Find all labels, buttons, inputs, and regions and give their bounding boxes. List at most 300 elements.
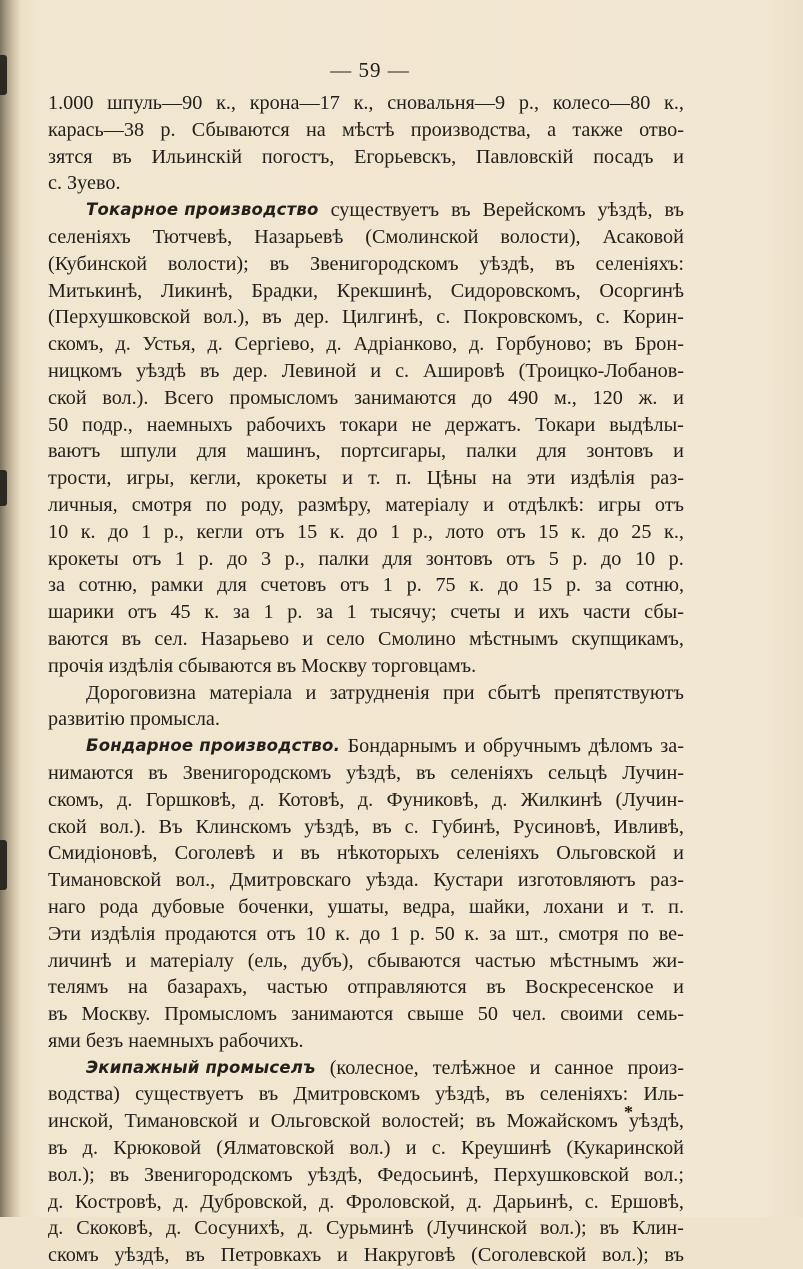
word: ской	[48, 815, 87, 838]
word: селеніяхъ:	[539, 1083, 629, 1106]
word: Устья,	[142, 333, 196, 356]
text-line	[48, 626, 684, 653]
word: Сергіево,	[234, 333, 315, 356]
word: отво-	[639, 118, 684, 141]
word: 10	[305, 922, 326, 945]
word: промысломъ	[229, 386, 339, 409]
word: шарики	[48, 601, 115, 624]
word: Смидіоновѣ,	[48, 842, 158, 865]
word: Ликинѣ,	[160, 279, 233, 302]
text-line	[48, 1242, 684, 1269]
word: Сурьминѣ	[326, 1217, 414, 1240]
word: 15	[538, 520, 559, 543]
word: р.,	[518, 92, 540, 114]
word: по	[628, 922, 650, 945]
word: въ	[112, 145, 132, 168]
word: ушаты,	[327, 895, 389, 918]
word: кегли,	[189, 467, 242, 490]
word: Крекшинѣ,	[336, 279, 433, 302]
word: уѣздѣ	[136, 359, 186, 382]
word: д.	[117, 788, 133, 811]
word: до	[108, 520, 129, 543]
word: с.	[431, 1137, 446, 1160]
word: селеніяхъ	[450, 761, 534, 784]
text-line	[48, 1189, 684, 1216]
word: (ель,	[247, 949, 288, 972]
word: Ашировѣ	[423, 359, 505, 382]
word: въ	[258, 1083, 279, 1106]
word: игры	[598, 493, 641, 516]
word: шайки,	[468, 895, 530, 918]
word: счетовъ	[260, 574, 327, 597]
word: 10	[634, 547, 656, 570]
word: к.,	[664, 92, 684, 114]
word: занимаются	[353, 386, 457, 409]
word: развитію промысла.	[48, 708, 220, 731]
word: и	[370, 359, 382, 382]
section-rubric: Экипажный промыселъ	[86, 1057, 316, 1077]
word: рамки	[150, 574, 204, 597]
word: уѣздѣ,	[346, 761, 402, 784]
word: въ	[475, 1110, 496, 1133]
word: 1	[346, 601, 357, 624]
word: Креушинѣ	[460, 1137, 552, 1160]
text-line	[48, 251, 684, 278]
word: въ	[48, 1137, 68, 1160]
word: м.,	[553, 386, 577, 409]
word: сбы-	[644, 601, 684, 624]
paragraph	[48, 197, 684, 679]
word: ями безъ наемныхъ рабочихъ.	[48, 1029, 304, 1052]
word: палки	[466, 440, 517, 463]
word: эти	[526, 467, 556, 490]
word: крокеты	[256, 467, 327, 490]
text-line	[48, 1081, 684, 1108]
word: д.	[297, 1217, 314, 1240]
word: к.	[80, 520, 96, 543]
word: д.	[82, 1137, 98, 1160]
text-line	[48, 197, 684, 224]
word: раз-	[650, 467, 684, 490]
word: отъ	[127, 601, 157, 624]
word: Иль-	[643, 1083, 684, 1106]
word: уѣздѣ,	[597, 199, 653, 222]
word: (Ялматовской	[216, 1137, 335, 1160]
word: д.	[207, 333, 223, 356]
word: Митькинѣ,	[48, 279, 143, 302]
word: с.	[404, 815, 419, 838]
word: (Лучин-	[615, 788, 684, 811]
word: занимаются	[290, 1003, 394, 1026]
word: селеніяхъ	[48, 225, 131, 248]
word: отъ	[255, 520, 285, 543]
word: Сидоровскомъ,	[450, 279, 581, 302]
word: въ	[300, 842, 320, 865]
word: зятся	[48, 145, 93, 168]
word: для	[382, 547, 413, 570]
word: Асаковой	[602, 225, 684, 248]
word: не	[411, 413, 432, 436]
word: въ	[48, 1003, 68, 1026]
word: погостъ,	[261, 145, 335, 168]
word: и	[529, 1056, 541, 1079]
word: д.	[165, 1217, 182, 1240]
text-line	[48, 546, 684, 573]
word: Можайскомъ	[506, 1110, 618, 1133]
word: Левиной	[281, 359, 357, 382]
word: инской,	[48, 1110, 114, 1133]
word: 1	[389, 922, 400, 945]
word: 15	[297, 520, 318, 543]
word: Ивливѣ,	[613, 815, 684, 838]
page-number: — 59 —	[330, 58, 410, 82]
word: въ	[451, 199, 471, 222]
word: Ершовѣ,	[610, 1190, 684, 1213]
word: р.	[287, 601, 303, 624]
word: Верейскомъ	[482, 199, 586, 222]
word: (Троицко-Лобанов-	[518, 359, 684, 382]
word: базарахъ,	[167, 976, 248, 999]
word: чел.	[511, 1003, 547, 1026]
word: волости),	[500, 225, 581, 248]
word: сотню,	[78, 574, 138, 597]
word: скупщикамъ,	[571, 627, 684, 650]
word: продаются	[165, 922, 257, 945]
word: д.	[326, 333, 342, 356]
word: Воскресенское	[525, 976, 654, 999]
text-line	[48, 733, 684, 760]
word: до	[359, 922, 381, 945]
word: 10	[48, 520, 69, 543]
word: р.,	[284, 547, 305, 570]
word: Адріанково,	[353, 333, 458, 356]
word: существуетъ	[330, 199, 440, 222]
word: дубовые	[151, 895, 225, 918]
word: уѣздѣ,	[304, 815, 360, 838]
word: въ	[121, 627, 142, 650]
word: д.	[468, 333, 485, 356]
word: ницкомъ	[48, 359, 123, 382]
word: дер.	[233, 359, 268, 382]
word: телямъ	[48, 976, 109, 999]
text-line	[48, 304, 684, 331]
word: вол.),	[203, 306, 250, 329]
word: и	[483, 493, 494, 516]
word: Звенигородскомъ	[144, 1163, 293, 1186]
word: Назарьево	[200, 627, 290, 650]
text-line	[48, 1135, 684, 1162]
word: и	[673, 842, 684, 865]
word: Звенигородскомъ	[310, 252, 459, 275]
word: частью	[266, 976, 328, 999]
word: а	[547, 118, 557, 141]
word: уѣзда.	[365, 869, 419, 892]
word: нѣкоторыхъ	[336, 842, 440, 865]
word: д.	[173, 1190, 189, 1213]
word: Цилгинѣ,	[341, 306, 424, 329]
word: с.	[436, 306, 451, 329]
word: для	[196, 440, 227, 463]
word: 75	[435, 574, 456, 597]
word: по	[205, 493, 227, 516]
word: (Кубинской	[48, 252, 148, 275]
text-line	[48, 867, 684, 894]
word: для	[536, 440, 567, 463]
word: к.	[335, 922, 351, 945]
word: за	[489, 922, 506, 945]
text-line	[48, 572, 684, 599]
text-line	[48, 465, 684, 492]
word: р.	[406, 574, 422, 597]
word: въ	[505, 1083, 525, 1106]
word: Бондарнымъ	[347, 735, 457, 758]
word: сельцѣ	[548, 761, 608, 784]
word: вол.).	[102, 386, 149, 409]
word: Ильинскій	[151, 145, 243, 168]
word: Тимановской	[124, 1110, 238, 1133]
word: Клин-	[632, 1217, 684, 1240]
binding-shadow-mark	[0, 840, 7, 890]
word: с. Зуево.	[48, 172, 121, 195]
text-line	[48, 224, 684, 251]
text-line	[48, 278, 684, 305]
word: Фуниковѣ,	[386, 788, 479, 811]
word: 1	[390, 520, 401, 543]
word: въ	[664, 199, 684, 222]
word: сновальня—9	[387, 92, 506, 114]
word: Тютчевѣ,	[152, 225, 233, 248]
paragraph	[48, 1055, 684, 1269]
word: Промысломъ	[164, 1003, 277, 1026]
word: д.	[492, 788, 508, 811]
word: р.	[160, 118, 176, 141]
word: вол.);	[602, 1244, 649, 1267]
text-line	[48, 1055, 684, 1082]
word: Губинѣ,	[431, 815, 501, 838]
word: затрудненія	[329, 681, 430, 704]
word: Эти	[48, 922, 81, 945]
word: токари	[339, 413, 398, 436]
word: части	[582, 601, 631, 624]
word: Котовѣ,	[277, 788, 345, 811]
word: Накруговѣ	[363, 1244, 456, 1267]
word: своими	[560, 1003, 624, 1026]
word: шт.,	[515, 922, 549, 945]
word: санное	[554, 1056, 614, 1079]
word: Егорьевскъ,	[354, 145, 457, 168]
word: Клинскомъ	[195, 815, 292, 838]
text-line	[48, 117, 684, 144]
word: р.,	[412, 520, 433, 543]
word: нимаются	[48, 761, 134, 784]
word: крокеты	[48, 547, 119, 570]
word: за-	[660, 735, 684, 758]
signature-mark: *	[624, 1102, 633, 1122]
word: 490	[507, 386, 539, 409]
word: отъ	[132, 547, 162, 570]
word: кегли	[196, 520, 243, 543]
word: въ	[185, 1244, 205, 1267]
word: произ-	[627, 1056, 684, 1079]
text-line	[48, 599, 684, 626]
word: Осоргинѣ	[599, 279, 684, 302]
word: въ	[599, 1217, 620, 1240]
word: к.	[329, 520, 345, 543]
word: с.	[595, 306, 610, 329]
word: семь-	[637, 1003, 684, 1026]
word: Дарьинѣ,	[493, 1190, 574, 1213]
word: тысячу;	[370, 601, 437, 624]
word: д.	[357, 788, 374, 811]
word: портсигары,	[340, 440, 447, 463]
word: сбываются	[367, 949, 461, 972]
word: за	[232, 601, 250, 624]
word: п.	[395, 467, 412, 490]
word: матеріала	[209, 681, 293, 704]
word: мѣстнымъ	[469, 627, 559, 650]
word: Павловскій	[475, 145, 574, 168]
word: до	[227, 547, 248, 570]
text-line	[48, 385, 684, 412]
word: 5	[548, 547, 559, 570]
text-line	[48, 787, 684, 814]
word: вол.,	[175, 869, 216, 892]
text-line	[48, 653, 684, 680]
word: карась—38	[48, 118, 145, 141]
word: уѣздѣ,	[114, 1244, 170, 1267]
word: Токари	[535, 413, 596, 436]
word: волости);	[167, 252, 249, 275]
word: для	[217, 574, 247, 597]
word: 15	[532, 574, 553, 597]
word: уѣздѣ,	[435, 1083, 491, 1106]
word: посадъ	[593, 145, 654, 168]
word: отъ	[654, 493, 684, 516]
word: (Лучинской	[426, 1217, 528, 1240]
word: смотря	[131, 493, 192, 516]
word: роду,	[240, 493, 284, 516]
word: въ	[269, 252, 290, 275]
text-line	[48, 1162, 684, 1189]
word: Федосьинѣ,	[377, 1163, 479, 1186]
word: въ	[555, 252, 575, 275]
word: издѣлія	[90, 922, 156, 945]
word: уѣздѣ,	[629, 1110, 684, 1133]
word: Цѣны	[426, 467, 477, 490]
word: въ	[148, 761, 168, 784]
word: Ольговской	[270, 1110, 371, 1133]
text-line	[48, 438, 684, 465]
text-line	[48, 760, 684, 787]
word: 50	[477, 1003, 498, 1026]
word: Фроловской,	[345, 1190, 455, 1213]
word: ихъ	[538, 601, 570, 624]
word: и	[514, 601, 525, 624]
word: село	[326, 627, 365, 650]
word: р.	[565, 574, 582, 597]
word: въ	[372, 815, 392, 838]
word: личинѣ	[48, 949, 112, 972]
word: отъ	[339, 574, 370, 597]
word: уѣздѣ,	[307, 1163, 363, 1186]
word: препятствуютъ	[554, 681, 684, 704]
section-rubric: Токарное производство	[86, 200, 319, 220]
word: и	[125, 949, 137, 972]
word: мѣстнымъ	[549, 949, 639, 972]
word: Кустари	[433, 869, 504, 892]
word: и	[673, 440, 684, 463]
word: ваютъ	[48, 440, 101, 463]
word: въ	[109, 1163, 130, 1186]
word: волостей;	[381, 1110, 465, 1133]
word: телѣжное	[432, 1056, 516, 1079]
word: 1	[141, 520, 152, 543]
body-text	[48, 90, 684, 1269]
text-line	[48, 492, 684, 519]
word: п.	[668, 895, 684, 918]
word: и	[337, 1244, 348, 1267]
word: Жилкинѣ	[520, 788, 603, 811]
word: р.	[198, 547, 214, 570]
word: рабочихъ	[246, 413, 326, 436]
word: отъ	[266, 922, 296, 945]
text-line	[48, 921, 684, 948]
word: и	[673, 145, 684, 168]
word: и	[272, 842, 284, 865]
word: жи-	[652, 949, 684, 972]
word: р.	[409, 922, 425, 945]
word: до	[601, 547, 622, 570]
word: сбытѣ	[487, 681, 541, 704]
word: прочія издѣлія сбываются въ Москву торговцамъ.	[48, 654, 477, 677]
word: за	[594, 574, 612, 597]
text-line	[48, 1108, 684, 1135]
word: селеніяхъ	[456, 842, 540, 865]
word: 25	[631, 520, 652, 543]
word: селеніяхъ:	[595, 252, 684, 275]
word: (колесное,	[329, 1056, 419, 1079]
word: держатъ.	[445, 413, 522, 436]
word: счеты	[450, 601, 501, 624]
word: издѣлія	[570, 467, 635, 490]
word: т.	[642, 895, 655, 918]
word: и	[305, 681, 317, 704]
word: ве-	[658, 922, 684, 945]
word: зонтовъ	[425, 547, 493, 570]
word: въ	[486, 976, 506, 999]
book-binding-edge	[0, 0, 20, 1217]
word: Горшковѣ,	[145, 788, 236, 811]
word: дубъ),	[301, 949, 354, 972]
word: сотню,	[625, 574, 684, 597]
word: машинъ,	[246, 440, 321, 463]
word: Дороговизна	[86, 681, 196, 704]
word: отдѣлкѣ:	[508, 493, 585, 516]
word: лото	[445, 520, 485, 543]
word: Корин-	[622, 306, 684, 329]
word: д.	[318, 1190, 335, 1213]
word: сел.	[154, 627, 188, 650]
word: Крюковой	[113, 1137, 202, 1160]
word: Дмитровскаго	[229, 869, 352, 892]
word: дѣломъ	[588, 735, 653, 758]
word: (Перхушковской	[48, 306, 191, 329]
word: до	[357, 520, 378, 543]
word: (Кукаринской	[566, 1137, 684, 1160]
word: 1.000	[48, 92, 94, 114]
word: Сбываются	[191, 118, 290, 141]
word: к.,	[216, 92, 236, 114]
